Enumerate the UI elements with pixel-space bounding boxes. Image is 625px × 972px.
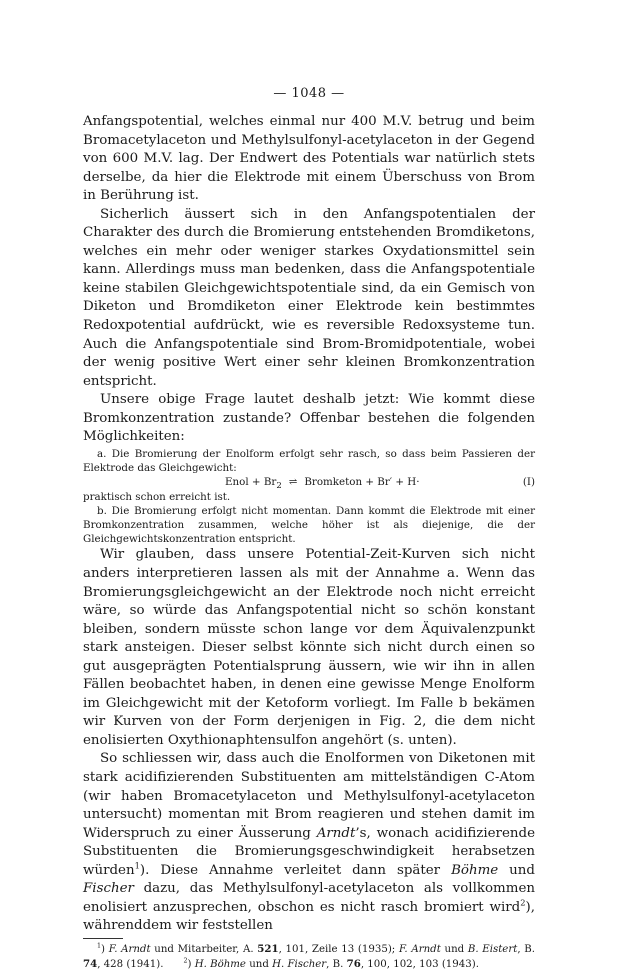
case-b-text: b. Die Bromierung erfolgt nicht momentan. Dann kommt die Elektrode mit einer Bromkonzentration zusammen, welche höher ist als diejenige, die der Gleichgewichtskonzentration entspricht. — [83, 505, 535, 546]
equation-expression: Enol + $Br_2$ ⇌ Bromketon + Br′ + H· — [225, 476, 420, 492]
page-number: — 1048 — — [273, 86, 345, 101]
paragraph-3: Unsere obige Frage lautet deshalb jetzt: Wie kommt diese Bromkonzentration zustande? Offenbar bestehen die folgenden Möglichkeiten: — [83, 392, 535, 445]
paragraph-5: So schliessen wir, dass auch die Enolformen von Diketonen mit stark acidifizierenden Substituenten am mittelständigen C-Atom (wir haben Bromacetylaceton und Methylsulfonyl-acetylaceton untersucht) momentan mit Brom reagieren und stehen damit im Widerspruch zu einer Äusserung Arndt’s, wonach acidifizierende Substituenten die Bromierungsgeschwindigkeit herabsetzen würden$^1$). Diese Annahme verleitet dann später Böhme und Fischer dazu, das Methylsulfonyl-acetylaceton als vollkommen enolisiert anzusprechen, obschon es nicht rasch bromiert wird$^2$), währenddem wir feststellen — [83, 751, 536, 934]
paragraph-2: Sicherlich äussert sich in den Anfangspotentialen der Charakter des durch die Bromierung entstehenden Bromdiketons, welches ein mehr oder weniger starkes Oxydationsmittel sein kann. Allerdings muss man bedenken, dass die Anfangspotentiale keine stabilen Gleichgewichtspotentiale sind, da ein Gemisch von Diketon und Bromdiketon einer Elektrode kein bestimmtes Redoxpotential aufdrückt, wie es reversible Redoxsysteme tun. Auch die Anfangspotentiale sind Brom-Bromidpotentiale, wobei der wenig positive Wert einer sehr kleinen Bromkonzentration entspricht. — [83, 206, 535, 389]
author-arndt: Arndt — [316, 825, 356, 841]
case-a-end-text: praktisch schon erreicht ist. — [83, 491, 231, 504]
equation-number: (I) — [522, 476, 535, 489]
case-a-text: a. Die Bromierung der Enolform erfolgt sehr rasch, so dass beim Passieren der Elektrode das Gleichgewicht: — [83, 447, 535, 474]
document-page — [83, 86, 535, 972]
footnote-ref-2: 2 — [520, 897, 526, 908]
paragraph-4: Wir glauben, dass unsere Potential-Zeit-Kurven sich nicht anders interpretieren lassen als mit der Annahme a. Wenn das Bromierungsgleichgewicht an der Elektrode noch nicht erreicht wäre, so würde das Anfangspotential nicht so schön konstant bleiben, sondern müsste schon lange vor dem Äquivalenzpunkt stark ansteigen. Dieser selbst könnte sich nicht durch einen so gut ausgeprägten Potentialsprung äussern, wie wir ihn in allen Fällen beobachtet haben, in denen eine gewisse Menge Enolform im Gleichgewicht mit der Ketoform vorliegt. Im Falle b bekämen wir Kurven von der Form derjenigen in Fig. 2, die dem nicht enolisierten Oxythionaphtensulfon angehört (s. unten). — [83, 547, 535, 748]
equilibrium-arrow: ⇌ — [288, 476, 298, 489]
equation-1 — [83, 475, 535, 490]
author-boehme: Böhme — [451, 862, 499, 878]
author-fischer: Fischer — [83, 881, 134, 897]
paragraph-1: Anfangspotential, welches einmal nur 400 M.V. betrug und beim Bromacetylaceton und Methylsulfonyl-acetylaceton in der Gegend von 600 M.V. lag. Der Endwert des Potentials war natürlich stets derselbe, da hier die Elektrode mit einem Überschuss von Brom in Berührung ist. — [83, 114, 535, 204]
footnotes: $^1$) F. Arndt und Mitarbeiter, A. 521, 101, Zeile 13 (1935); F. Arndt und B. Eistert, B. 74, 428 (1941). $^2$) H. Böhme und H. Fischer, B. 76, 100, 102, 103 (1943). — [83, 942, 535, 970]
footnote-ref-1: 1 — [134, 860, 140, 871]
footnote-divider — [83, 938, 123, 939]
